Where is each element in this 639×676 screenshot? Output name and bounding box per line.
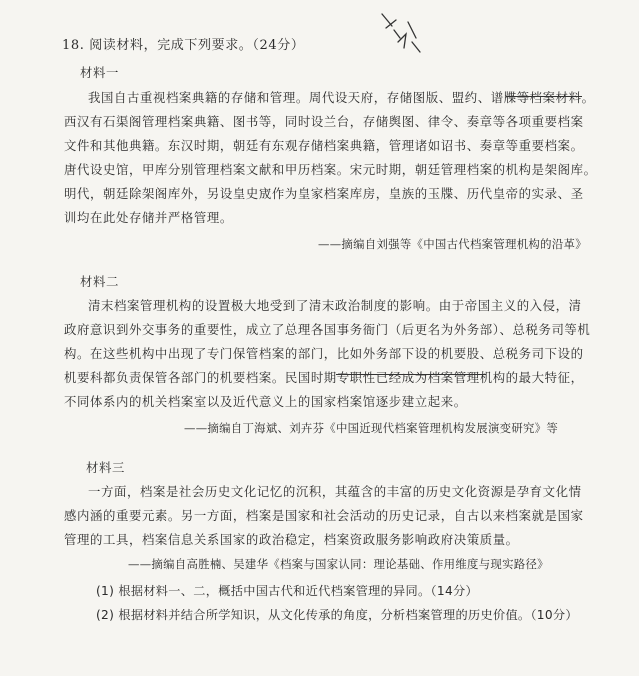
material-2-line: 清末档案管理机构的设置极大地受到了清末政治制度的影响。由于帝国主义的入侵，清	[88, 298, 582, 313]
material-3-source: ——摘编自高胜楠、吴建华《档案与国家认同：理论基础、作用维度与现实路径》	[128, 557, 549, 571]
pen-strike	[336, 374, 486, 375]
material-1-line: 明代，朝廷除架阁库外，另设皇史宬作为皇家档案库房，皇族的玉牒、历代皇帝的实录、圣	[64, 186, 584, 201]
material-1-line: 训均在此处存储并严格管理。	[64, 210, 233, 225]
pen-strike	[506, 96, 582, 97]
question-title: 18. 阅读材料，完成下列要求。（24分）	[62, 38, 305, 53]
task-2: (2) 根据材料并结合所学知识，从文化传承的角度，分析档案管理的历史价值。（10分）	[96, 608, 578, 622]
material-3-line: 一方面，档案是社会历史文化记忆的沉积，其蕴含的丰富的历史文化资源是孕育文化情	[88, 484, 582, 499]
material-2-line: 不同体系内的机关档案室以及近代意义上的国家档案馆逐步建立起来。	[64, 394, 467, 409]
material-3-line: 感内涵的重要元素。另一方面，档案是国家和社会活动的历史记录，自古以来档案就是国家	[64, 508, 584, 523]
material-2-heading: 材料二	[80, 274, 119, 289]
material-1-line: 西汉有石渠阁管理档案典籍、图书等，同时设兰台，存储舆图、律令、奏章等各项重要档案	[64, 114, 584, 129]
material-1-line: 我国自古重视档案典籍的存储和管理。周代设天府，存储图版、盟约、谱牒等档案材料。	[88, 90, 595, 105]
material-2-line: 政府意识到外交事务的重要性，成立了总理各国事务衙门（后更名为外务部）、总税务司等机	[64, 322, 591, 337]
material-2-line: 机要科都负责保管各部门的机要档案。民国时期专职性已经成为档案管理机构的最大特征，	[64, 370, 584, 385]
material-1-source: ——摘编自刘强等《中国古代档案管理机构的沿革》	[318, 237, 587, 251]
material-3-line: 管理的工具，档案信息关系国家的政治稳定，档案资政服务影响政府决策质量。	[64, 532, 519, 547]
task-1: (1) 根据材料一、二，概括中国古代和近代档案管理的异同。（14分）	[96, 584, 478, 598]
material-3-heading: 材料三	[86, 460, 125, 475]
handwritten-mark	[376, 8, 426, 56]
material-1-heading: 材料一	[80, 65, 119, 80]
material-1-line: 文件和其他典籍。东汉时期，朝廷有东观存储档案典籍，管理诸如诏书、奏章等重要档案。	[64, 138, 584, 153]
material-2-line: 构。在这些机构中出现了专门保管档案的部门，比如外务部下设的机要股、总税务司下设的	[64, 346, 584, 361]
material-2-source: ——摘编自丁海斌、刘卉芬《中国近现代档案管理机构发展演变研究》等	[184, 421, 559, 435]
material-1-line: 唐代设史馆，甲库分别管理档案文献和甲历档案。宋元时期，朝廷管理档案的机构是架阁库。	[64, 162, 597, 177]
